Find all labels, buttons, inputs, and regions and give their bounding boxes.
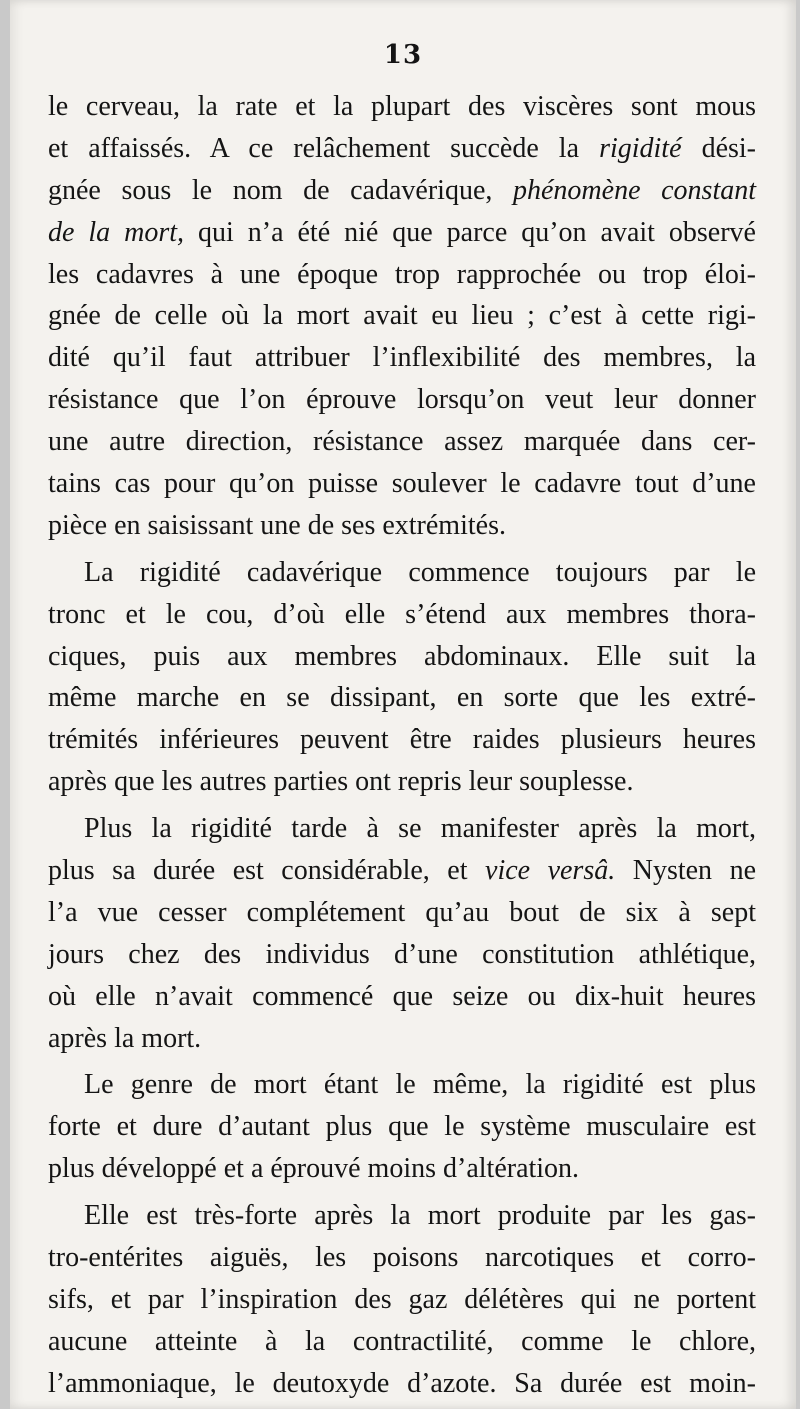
body-text [48, 86, 756, 1405]
text-line: ciques, puis aux membres abdominaux. Elle suit la [48, 640, 756, 672]
text-line: l’ammoniaque, le deutoxyde d’azote. Sa durée est moin- [48, 1367, 756, 1399]
text-line: Le genre de mort étant le même, la rigidité est plus [84, 1069, 756, 1101]
text-line: tro-entérites aiguës, les poisons narcotiques et corro- [48, 1242, 756, 1274]
text-line: gnée sous le nom de cadavérique, phénomène constant [48, 174, 757, 206]
text-line: tronc et le cou, d’où elle s’étend aux membres thora- [48, 598, 756, 630]
text-line: l’a vue cesser complétement qu’au bout de six à sept [48, 896, 756, 928]
text-line: où elle n’avait commencé que seize ou dix-huit heures [48, 980, 756, 1012]
text-line: plus développé et a éprouvé moins d’altération. [48, 1153, 580, 1185]
text-line: jours chez des individus d’une constitution athlétique, [48, 938, 756, 970]
text-line: tains cas pour qu’on puisse soulever le cadavre tout d’une [48, 468, 756, 500]
italic-phrase: phénomène constant [513, 174, 757, 206]
text-line: de la mort, qui n’a été nié que parce qu’on avait observé [48, 216, 756, 248]
text-line: et affaissés. A ce relâchement succède la rigidité dési- [48, 132, 756, 164]
page-number: 13 [383, 40, 423, 70]
text-line: sifs, et par l’inspiration des gaz délétères qui ne portent [48, 1283, 756, 1315]
text-line: après que les autres parties ont repris leur souplesse. [48, 766, 634, 798]
text-line: aucune atteinte à la contractilité, comme le chlore, [48, 1325, 756, 1357]
text-line: résistance que l’on éprouve lorsqu’on veut leur donner [48, 384, 756, 416]
text-line: dité qu’il faut attribuer l’inflexibilité des membres, la [48, 342, 756, 374]
text-line: pièce en saisissant une de ses extrémités. [48, 509, 506, 541]
italic-phrase: vice versâ. [485, 855, 616, 887]
text-line: les cadavres à une époque trop rapprochée ou trop éloi- [48, 258, 756, 290]
text-line: trémités inférieures peuvent être raides plusieurs heures [48, 724, 756, 756]
text-line: forte et dure d’autant plus que le système musculaire est [48, 1111, 756, 1143]
text-line: gnée de celle où la mort avait eu lieu ; c’est à cette rigi- [48, 300, 756, 332]
italic-phrase: de la mort, [48, 216, 185, 248]
text-line: Plus la rigidité tarde à se manifester après la mort, [84, 813, 756, 845]
text-line: même marche en se dissipant, en sorte que les extré- [48, 682, 756, 714]
italic-phrase: rigidité [599, 132, 682, 164]
text-line: plus sa durée est considérable, et vice versâ. Nysten ne [48, 855, 756, 887]
text-line: La rigidité cadavérique commence toujours par le [84, 556, 756, 588]
text-line: Elle est très-forte après la mort produite par les gas- [84, 1200, 756, 1232]
book-page [10, 0, 796, 1409]
text-line: après la mort. [48, 1022, 202, 1054]
text-line: une autre direction, résistance assez marquée dans cer- [48, 426, 756, 458]
text-line: le cerveau, la rate et la plupart des viscères sont mous [48, 91, 756, 122]
